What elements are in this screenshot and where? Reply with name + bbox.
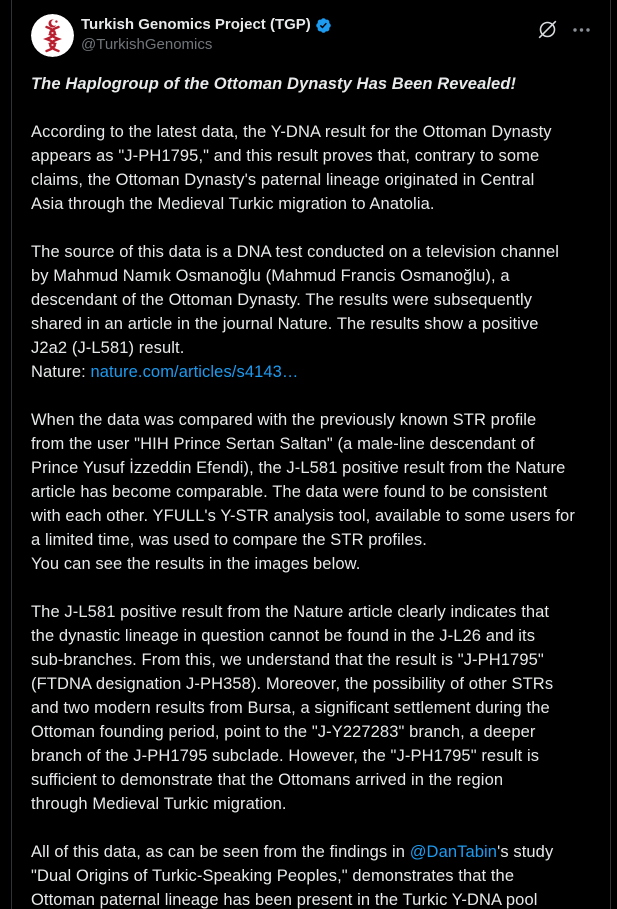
grok-actions-button[interactable] [537, 19, 558, 40]
mention-link[interactable]: @DanTabin [409, 843, 498, 861]
url-link[interactable]: nature.com/articles/s4143… [90, 363, 299, 381]
text-line [31, 480, 591, 504]
text-segment: All of this data, as can be seen from the findings in [31, 843, 410, 861]
text-line [31, 120, 591, 144]
tweet-column [11, 0, 611, 909]
tweet-heading [31, 72, 591, 96]
text-line [31, 336, 591, 360]
more-button[interactable] [572, 26, 591, 34]
text-line [31, 408, 591, 432]
text-line [31, 840, 591, 864]
text-line [31, 288, 591, 312]
text-line [31, 624, 591, 648]
text-segment: through Medieval Turkic migration. [31, 795, 287, 813]
text-segment: When the data was compared with the previously known STR profile [31, 411, 537, 429]
text-segment: The source of this data is a DNA test conducted on a television channel [31, 243, 560, 261]
author-id-block [81, 14, 332, 55]
text-segment: appears as "J-PH1795," and this result proves that, contrary to some [31, 147, 540, 165]
text-line [31, 312, 591, 336]
text-segment: with each other. YFULL's Y-STR analysis tool, available to some users for [31, 507, 575, 525]
text-line [31, 432, 591, 456]
text-line [31, 504, 591, 528]
text-segment: Ottoman founding period, point to the "J-Y227283" branch, a deeper [31, 723, 536, 741]
text-line [31, 72, 591, 96]
text-line [31, 864, 591, 888]
text-line [31, 144, 591, 168]
user-handle[interactable]: @TurkishGenomics [81, 36, 213, 53]
text-line [31, 552, 591, 576]
text-line [31, 672, 591, 696]
tweet-paragraph [31, 240, 591, 384]
text-line [31, 720, 591, 744]
text-segment: (FTDNA designation J-PH358). Moreover, the possibility of other STRs [31, 675, 554, 693]
text-segment: sub-branches. From this, we understand that the result is "J-PH1795" [31, 651, 544, 669]
text-line [31, 744, 591, 768]
text-line [31, 264, 591, 288]
text-segment: J2a2 (J-L581) result. [31, 339, 185, 357]
text-line [31, 600, 591, 624]
text-segment: descendant of the Ottoman Dynasty. The results were subsequently [31, 291, 533, 309]
grok-icon [537, 19, 558, 40]
more-ellipsis-icon [572, 26, 591, 34]
text-line [31, 360, 591, 384]
tweet-paragraph [31, 120, 591, 216]
text-segment: from the user "HIH Prince Sertan Saltan" (a male-line descendant of [31, 435, 535, 453]
text-segment: claims, the Ottoman Dynasty's paternal lineage originated in Central [31, 171, 535, 189]
verified-badge-icon [315, 17, 332, 34]
text-line [31, 696, 591, 720]
text-segment: sufficient to demonstrate that the Ottomans arrived in the region [31, 771, 504, 789]
text-segment: Prince Yusuf İzzeddin Efendi), the J-L581 positive result from the Nature [31, 459, 566, 477]
text-segment: by Mahmud Namık Osmanoğlu (Mahmud Francis Osmanoğlu), a [31, 267, 510, 285]
tweet-paragraph [31, 600, 591, 816]
text-segment: The J-L581 positive result from the Nature article clearly indicates that [31, 603, 550, 621]
text-segment: a limited time, was used to compare the STR profiles. [31, 531, 427, 549]
text-segment: Ottoman paternal lineage has been present in the Turkic Y-DNA pool [31, 891, 538, 909]
text-line [31, 456, 591, 480]
text-line [31, 240, 591, 264]
dna-helix-crescent-star-icon [31, 14, 74, 57]
tweet-text [31, 72, 591, 909]
text-segment: branch of the J-PH1795 subclade. However, the "J-PH1795" result is [31, 747, 540, 765]
tweet-paragraph [31, 408, 591, 576]
avatar[interactable] [31, 14, 74, 57]
text-line [31, 528, 591, 552]
text-line [31, 768, 591, 792]
text-line [31, 192, 591, 216]
text-segment: According to the latest data, the Y-DNA result for the Ottoman Dynasty [31, 123, 552, 141]
text-segment: The Haplogroup of the Ottoman Dynasty Has Been Revealed! [31, 75, 517, 93]
tweet [31, 14, 591, 909]
text-segment: You can see the results in the images below. [31, 555, 361, 573]
display-name[interactable]: Turkish Genomics Project (TGP) [81, 16, 311, 33]
text-line [31, 168, 591, 192]
text-segment: article has become comparable. The data were found to be consistent [31, 483, 548, 501]
header-actions [537, 19, 591, 40]
tweet-paragraph [31, 840, 591, 909]
text-segment: Asia through the Medieval Turkic migration to Anatolia. [31, 195, 435, 213]
text-segment: and two modern results from Bursa, a significant settlement during the [31, 699, 550, 717]
tweet-header [31, 14, 591, 57]
text-segment: Nature: [31, 363, 91, 381]
text-line [31, 648, 591, 672]
author-name-row [81, 15, 332, 35]
text-line [31, 792, 591, 816]
text-segment: "Dual Origins of Turkic-Speaking Peoples," demonstrates that the [31, 867, 515, 885]
text-line [31, 888, 591, 909]
text-segment: shared in an article in the journal Nature. The results show a positive [31, 315, 539, 333]
text-segment: 's study [497, 843, 554, 861]
text-segment: the dynastic lineage in question cannot be found in the J-L26 and its [31, 627, 536, 645]
